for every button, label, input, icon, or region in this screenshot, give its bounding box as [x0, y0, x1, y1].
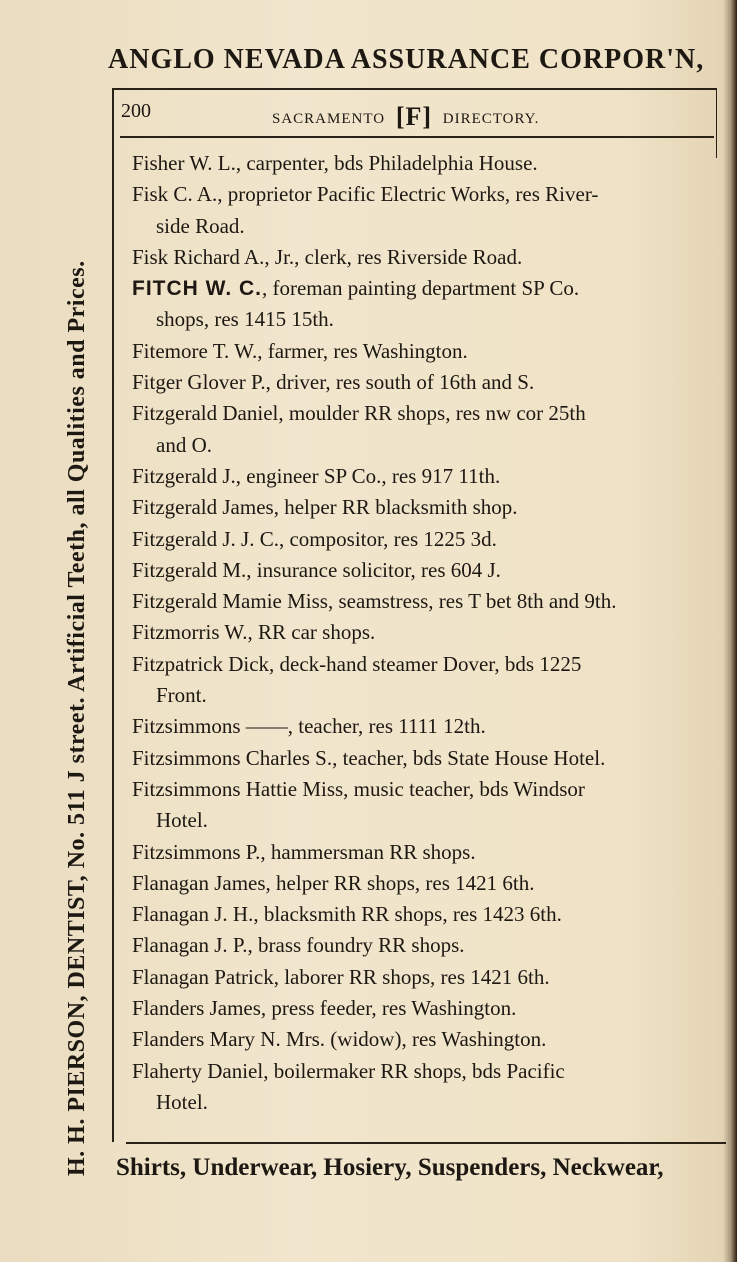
directory-entry — [132, 649, 718, 712]
entry-text: Fitzsimmons Charles S., teacher, bds State House Hotel. — [132, 745, 606, 770]
entry-line — [132, 276, 579, 300]
directory-entry — [132, 461, 718, 492]
entry-text: Fitzsimmons P., hammersman RR shops. — [132, 839, 476, 864]
directory-entry — [132, 837, 718, 868]
entry-text: Fitemore T. W., farmer, res Washington. — [132, 338, 468, 363]
entry-text: Fisher W. L., carpenter, bds Philadelphia House. — [132, 151, 538, 175]
entry-text: Fitzgerald J. J. C., compositor, res 1225 3d. — [132, 526, 497, 551]
directory-entry — [132, 868, 718, 899]
entry-line — [132, 965, 550, 989]
directory-entry — [132, 617, 718, 648]
directory-entries — [132, 148, 718, 1118]
directory-entry — [132, 148, 718, 179]
entry-line — [132, 996, 516, 1020]
entry-line — [132, 777, 585, 801]
directory-entry — [132, 242, 718, 273]
header-rule — [120, 136, 714, 138]
entry-line — [132, 1027, 546, 1051]
entry-text: Fitzgerald James, helper RR blacksmith shop. — [132, 495, 518, 520]
directory-entry — [132, 993, 718, 1024]
binding-shadow — [723, 0, 737, 1262]
entry-line — [132, 339, 468, 363]
directory-entry — [132, 555, 718, 586]
entry-continuation: Hotel. — [156, 1089, 208, 1114]
entry-text: Fitzgerald J., engineer SP Co., res 917 11th. — [132, 463, 501, 488]
directory-entry — [132, 492, 718, 523]
entry-line — [132, 558, 501, 582]
top-advertisement: ANGLO NEVADA ASSURANCE CORPOR'N, — [108, 44, 705, 75]
entry-continuation: Front. — [156, 683, 207, 708]
entry-text: Fitzmorris W., RR car shops. — [132, 620, 376, 645]
directory-entry — [132, 524, 718, 555]
entry-text: Fitzgerald Mamie Miss, seamstress, res T bet 8th and 9th. — [132, 589, 617, 614]
entry-line — [132, 527, 497, 551]
entry-line — [132, 245, 522, 269]
directory-entry — [132, 273, 718, 336]
directory-entry — [132, 962, 718, 993]
entry-text: Flanagan Patrick, laborer RR shops, res 1421 6th. — [132, 964, 550, 989]
entry-text: Fitger Glover P., driver, res south of 16th and S. — [132, 370, 535, 395]
page-number: 200 — [121, 100, 151, 122]
running-head-letter: [F] — [395, 102, 433, 131]
directory-entry — [132, 743, 718, 774]
directory-entry — [132, 1024, 718, 1055]
directory-entry — [132, 711, 718, 742]
directory-entry — [132, 179, 718, 242]
entry-text: Fisk Richard A., Jr., clerk, res Riverside Road. — [132, 244, 523, 269]
directory-entry — [132, 774, 718, 837]
entry-text: Flanagan J. P., brass foundry RR shops. — [132, 933, 465, 958]
frame-rule-left — [112, 88, 114, 1142]
entry-continuation: side Road. — [156, 213, 245, 238]
entry-line — [132, 620, 375, 644]
footer-advertisement: Shirts, Underwear, Hosiery, Suspenders, Neckwear, — [116, 1154, 664, 1181]
entry-text: Flanagan James, helper RR shops, res 1421 6th. — [132, 870, 535, 895]
entry-text: Fitzgerald M., insurance solicitor, res 604 J. — [132, 557, 501, 582]
entry-line — [132, 401, 586, 425]
entry-line — [132, 871, 534, 895]
entry-text: Flanders Mary N. Mrs. (widow), res Washington. — [132, 1027, 547, 1052]
entry-text: Flaherty Daniel, boilermaker RR shops, bds Pacific — [132, 1058, 565, 1083]
entry-line — [132, 933, 465, 957]
entry-line — [132, 464, 500, 488]
directory-entry — [132, 336, 718, 367]
entry-text: Fitzsimmons ——, teacher, res 1111 12th. — [132, 714, 486, 739]
directory-entry — [132, 398, 718, 461]
entry-line — [132, 151, 538, 175]
running-head-directory: DIRECTORY. — [442, 111, 540, 127]
frame-rule-top — [112, 88, 716, 90]
running-head — [272, 100, 539, 130]
entry-text: , foreman painting department SP Co. — [262, 276, 580, 301]
directory-entry — [132, 367, 718, 398]
entry-line — [132, 902, 562, 926]
entry-line — [132, 840, 476, 864]
entry-text: Fitzsimmons Hattie Miss, music teacher, bds Windsor — [132, 776, 585, 801]
directory-entry — [132, 899, 718, 930]
directory-entry — [132, 586, 718, 617]
directory-entry — [132, 930, 718, 961]
entry-text: Flanagan J. H., blacksmith RR shops, res 1423 6th. — [132, 902, 562, 927]
bottom-rule — [126, 1142, 726, 1144]
running-head-city: SACRAMENTO — [272, 111, 386, 127]
side-advertisement: H. H. PIERSON, DENTIST, No. 511 J street. Artificial Teeth, all Qualities and Prices. — [64, 260, 90, 1176]
directory-entry — [132, 1056, 718, 1119]
entry-text: Fitzgerald Daniel, moulder RR shops, res nw cor 25th — [132, 401, 586, 426]
entry-line — [132, 714, 486, 738]
entry-line — [132, 746, 605, 770]
entry-line — [132, 182, 598, 206]
entry-continuation: Hotel. — [156, 808, 208, 833]
entry-text: Fitzpatrick Dick, deck-hand steamer Dover, bds 1225 — [132, 651, 582, 676]
entry-line — [132, 589, 617, 613]
entry-text: Flanders James, press feeder, res Washington. — [132, 996, 517, 1021]
entry-line — [132, 652, 581, 676]
entry-text: Fisk C. A., proprietor Pacific Electric Works, res River- — [132, 182, 599, 207]
entry-line — [132, 370, 534, 394]
entry-line — [132, 1059, 565, 1083]
entry-continuation: shops, res 1415 15th. — [156, 307, 334, 332]
entry-continuation: and O. — [156, 432, 212, 457]
entry-name-bold: FITCH W. C. — [132, 277, 262, 301]
entry-line — [132, 495, 518, 519]
